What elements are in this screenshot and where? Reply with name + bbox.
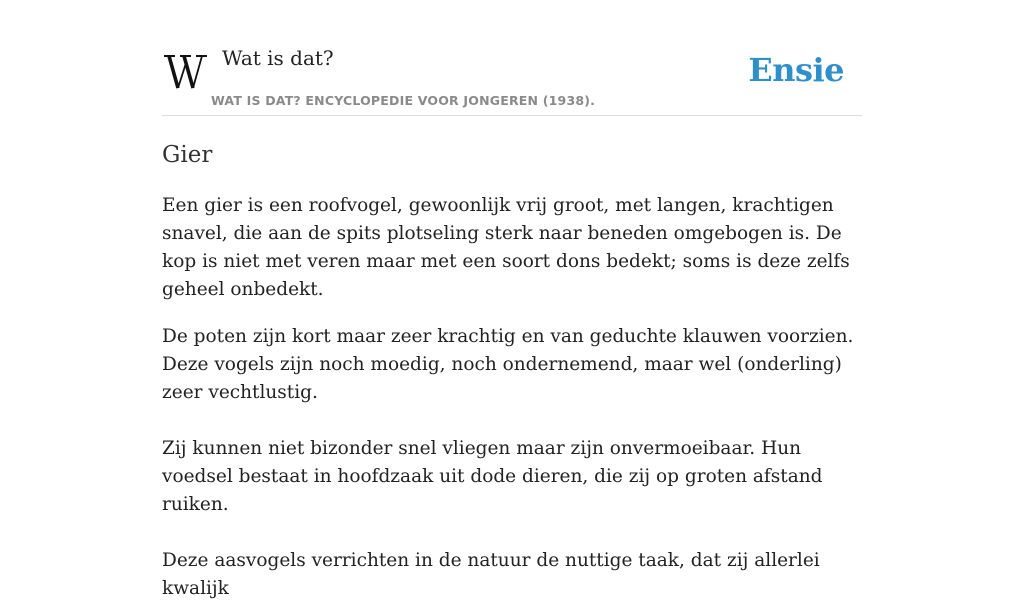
content-container — [162, 0, 862, 603]
article-paragraph: Een gier is een roofvogel, gewoonlijk vrij groot, met langen, krachtigen snavel, die aan de spits plotseling sterk naar beneden omgebogen is. De kop is niet met veren maar met een soort dons bedekt; soms is deze zelfs geheel onbedekt. — [162, 195, 850, 300]
header — [162, 0, 862, 116]
wikipedia-w-icon[interactable] — [164, 51, 208, 91]
site-title-link[interactable]: Wat is dat? — [222, 46, 334, 70]
article-title: Gier — [162, 142, 213, 168]
ensie-brand-link[interactable]: Ensie — [748, 51, 844, 89]
source-subtitle: WAT IS DAT? ENCYCLOPEDIE VOOR JONGEREN (1938). — [211, 93, 596, 108]
article-paragraph: De poten zijn kort maar zeer krachtig en van geduchte klauwen voorzien. Deze vogels zijn noch moedig, noch ondernemend, maar wel (onderling) zeer vechtlustig. Zij kunnen niet bizonder snel vliegen maar zijn onvermoeibaar. Hun voedsel bestaat in hoofdzaak uit dode dieren, die zij op groten afstand ruiken. Deze aasvogels verrichten in de natuur de nuttige taak, dat zij allerlei kwalijk — [162, 326, 854, 599]
